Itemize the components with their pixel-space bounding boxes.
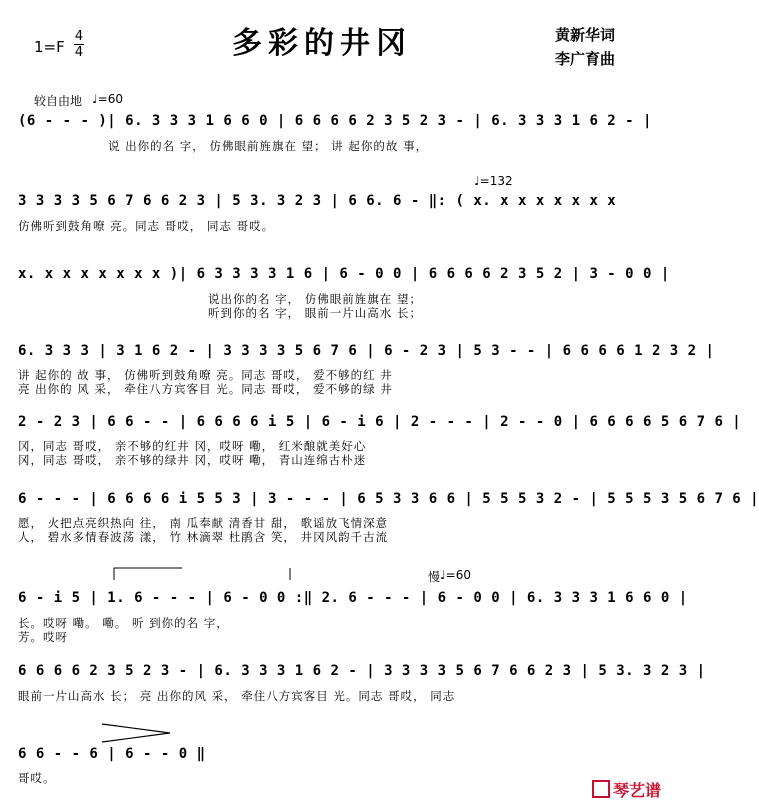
lyric-line-6-verse-2: 人， 碧水多情春波荡 漾， 竹 林滴翠 杜鹃含 笑， 井冈风韵千古流 bbox=[18, 530, 389, 544]
tempo-fast-bpm: ♩=132 bbox=[474, 174, 513, 188]
lyric-line-4-verse-2: 亮 出你的 风 采， 牵住八方宾客目 光。同志 哥哎， 爱不够的绿 井 bbox=[18, 382, 393, 396]
song-title: 多彩的井冈 bbox=[232, 26, 412, 61]
staff-line-9: 6 6 - - 6 | 6 - - 0 ‖ bbox=[18, 746, 206, 762]
staff-line-8: 6 6 6 6 2 3 5 2 3 - | 6. 3 3 3 1 6 2 - | 3 3 3 3 5 6 7 6 6 2 3 | 5 3. 3 2 3 | bbox=[18, 663, 706, 679]
tempo-intro-text: 较自由地 bbox=[34, 94, 83, 108]
lyric-line-9-verse-1: 哥哎。 bbox=[18, 771, 56, 785]
lyricist: 黄新华词 bbox=[555, 26, 616, 44]
staff-line-2: 3 3 3 3 5 6 7 6 6 2 3 | 5 3. 3 2 3 | 6 6. 6 - ‖: ( x. x x x x x x x bbox=[18, 193, 617, 209]
time-signature-bottom: 4 bbox=[74, 45, 84, 60]
lyric-line-5-verse-1: 冈，同志 哥哎， 亲不够的红井 冈，哎呀 嘞， 红米酿就美好心 bbox=[18, 439, 367, 453]
accent-mark-icon bbox=[100, 722, 180, 746]
staff-line-1: (6 - - - )| 6. 3 3 3 1 6 6 0 | 6 6 6 6 2 3 5 2 3 - | 6. 3 3 3 1 6 2 - | bbox=[18, 113, 652, 129]
staff-line-6: 6 - - - | 6 6 6 6 i 5 5 3 | 3 - - - | 6 5 3 3 6 6 | 5 5 5 3 2 - | 5 5 5 3 5 6 7 6 | bbox=[18, 491, 759, 507]
watermark-logo bbox=[592, 778, 661, 801]
lyric-line-1-verse-1: 说 出你的名 字， 仿佛眼前旌旗在 望； 讲 起你的故 事， bbox=[108, 139, 429, 153]
composer: 李广育曲 bbox=[555, 50, 616, 68]
time-signature-top: 4 bbox=[74, 29, 84, 44]
tempo-slow-text: 慢 bbox=[428, 570, 441, 584]
staff-line-5: 2 - 2 3 | 6 6 - - | 6 6 6 6 i 5 | 6 - i 6 | 2 - - - | 2 - - 0 | 6 6 6 6 5 6 7 6 | bbox=[18, 414, 742, 430]
lyric-line-5-verse-2: 冈，同志 哥哎， 亲不够的绿井 冈，哎呀 嘞， 青山连绵古朴迷 bbox=[18, 453, 367, 467]
lyric-line-6-verse-1: 愿， 火把点亮织热向 往， 南 瓜奉献 清香甘 甜， 歌谣放飞情深意 bbox=[18, 516, 389, 530]
tempo-slow-bpm: ♩=60 bbox=[440, 568, 471, 582]
tempo-intro-bpm: ♩=60 bbox=[92, 92, 123, 106]
lyric-line-3-verse-1: 说出你的名 字， 仿佛眼前旌旗在 望； bbox=[208, 292, 422, 306]
lyric-line-7-verse-2: 芳。哎呀 bbox=[18, 630, 68, 644]
key-signature: 1=F bbox=[34, 38, 65, 56]
lyric-line-2-verse-1: 仿佛听到鼓角嘹 亮。同志 哥哎， 同志 哥哎。 bbox=[18, 219, 275, 233]
lyric-line-4-verse-1: 讲 起你的 故 事， 仿佛听到鼓角嘹 亮。同志 哥哎， 爱不够的红 井 bbox=[18, 368, 393, 382]
time-signature bbox=[74, 30, 84, 59]
watermark-text: 琴艺谱 bbox=[613, 781, 662, 800]
staff-line-7: 6 - i 5 | 1. 6 - - - | 6 - 0 0 :‖ 2. 6 - - - | 6 - 0 0 | 6. 3 3 3 1 6 6 0 | bbox=[18, 590, 688, 606]
staff-line-4: 6. 3 3 3 | 3 1 6 2 - | 3 3 3 3 5 6 7 6 | 6 - 2 3 | 5 3 - - | 6 6 6 6 1 2 3 2 | bbox=[18, 343, 715, 359]
volta-brackets-icon bbox=[112, 566, 292, 580]
logo-mark-icon bbox=[592, 780, 610, 798]
lyric-line-3-verse-2: 听到你的名 字， 眼前一片山高水 长； bbox=[208, 306, 422, 320]
staff-line-3: x. x x x x x x x )| 6 3 3 3 3 1 6 | 6 - 0 0 | 6 6 6 6 2 3 5 2 | 3 - 0 0 | bbox=[18, 266, 670, 282]
lyric-line-8-verse-1: 眼前一片山高水 长； 亮 出你的风 采， 牵住八方宾客目 光。同志 哥哎， 同志 bbox=[18, 689, 456, 703]
lyric-line-7-verse-1: 长。哎呀 嘞。 嘞。 听 到你的名 字， bbox=[18, 616, 229, 630]
